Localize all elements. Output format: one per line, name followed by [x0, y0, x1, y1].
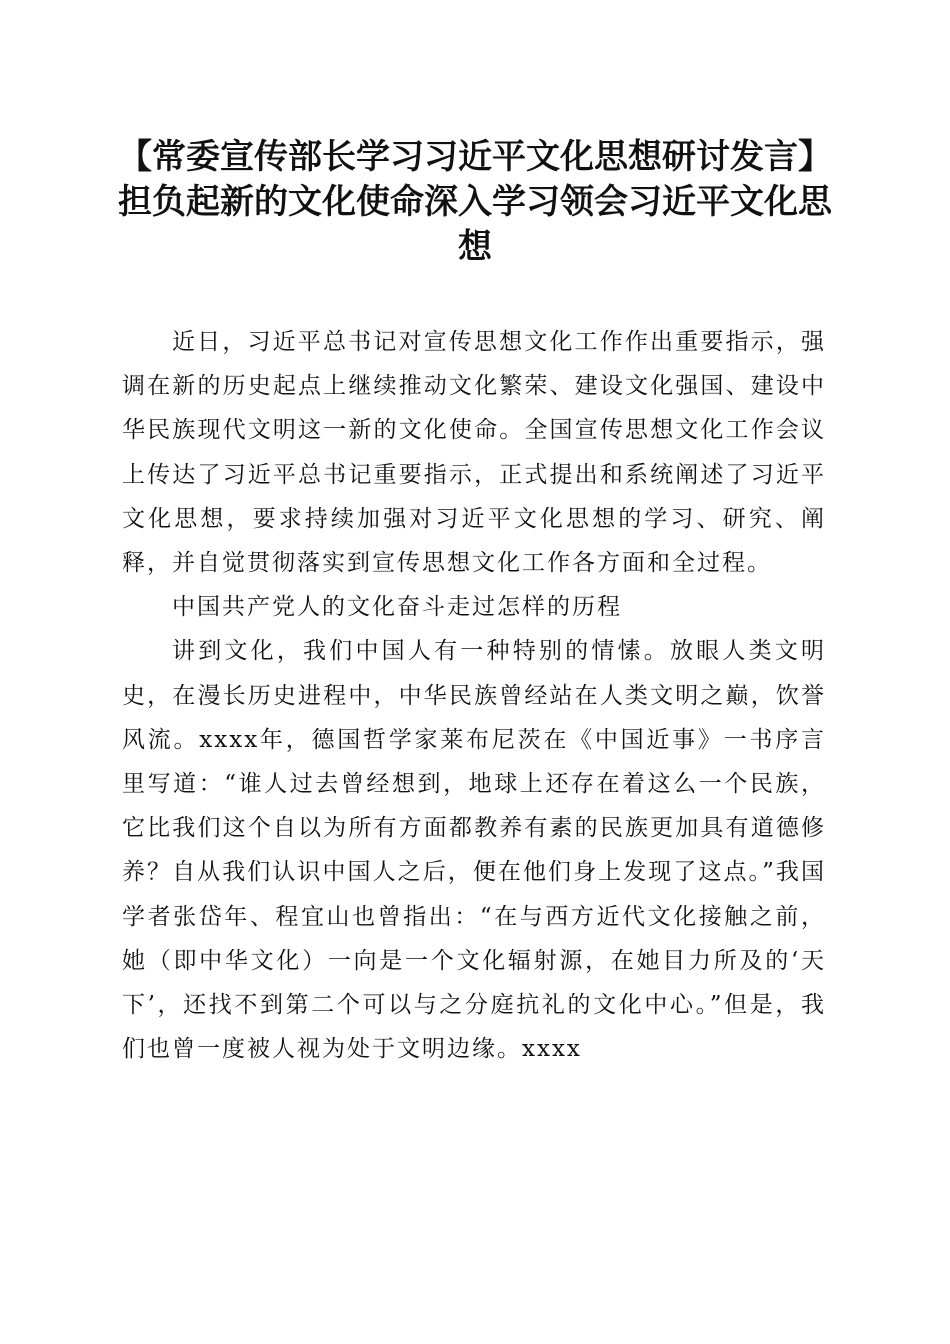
paragraph-culture-history: 讲到文化，我们中国人有一种特别的情愫。放眼人类文明史，在漫长历史进程中，中华民族曾经站在人类文明之巅，饮誉风流。xxxx年，德国哲学家莱布尼茨在《中国近事》一书序言里写道：“谁人过去曾经想到，地球上还存在着这么一个民族，它比我们这个自以为所有方面都教养有素的民族更加具有道德修养？自从我们认识中国人之后，便在他们身上发现了这点。”我国学者张岱年、程宜山也曾指出：“在与西方近代文化接触之前，她（即中华文化）一向是一个文化辐射源，在她目力所及的‘天下’，还找不到第二个可以与之分庭抗礼的文化中心。”但是，我们也曾一度被人视为处于文明边缘。xxxx: [122, 638, 826, 1063]
paragraph-intro: 近日，习近平总书记对宣传思想文化工作作出重要指示，强调在新的历史起点上继续推动文化繁荣、建设文化强国、建设中华民族现代文明这一新的文化使命。全国宣传思想文化工作会议上传达了习近平总书记重要指示，正式提出和系统阐述了习近平文化思想，要求持续加强对习近平文化思想的学习、研究、阐释，并自觉贯彻落实到宣传思想文化工作各方面和全过程。: [122, 329, 826, 577]
document-title: 【常委宣传部长学习习近平文化思想研讨发言】担负起新的文化使命深入学习领会习近平文化思想: [118, 137, 832, 267]
document-body: [122, 320, 826, 1071]
section-heading: 中国共产党人的文化奋斗走过怎样的历程: [172, 594, 622, 621]
